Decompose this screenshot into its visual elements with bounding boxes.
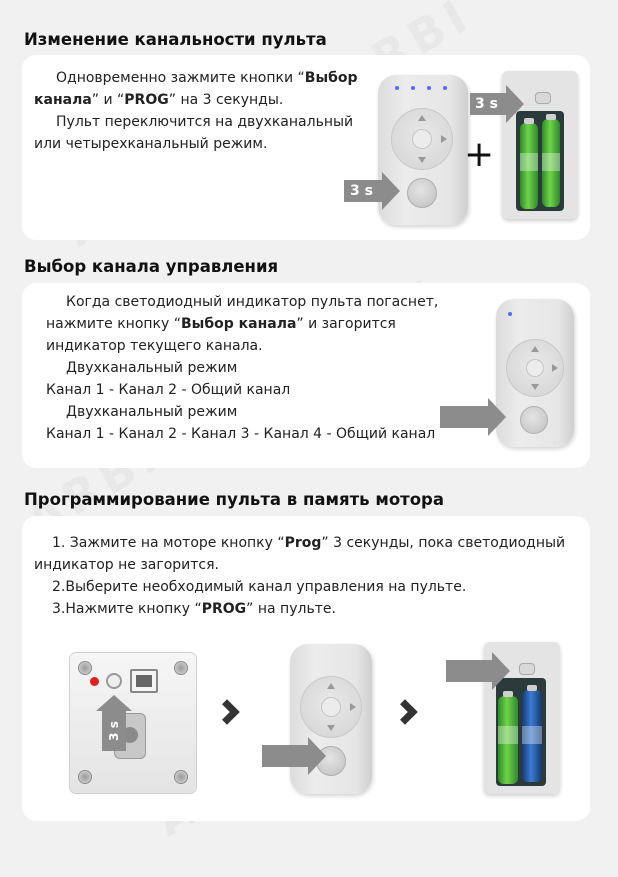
battery xyxy=(542,119,560,207)
up-arrow-icon xyxy=(327,683,335,689)
up-arrow-icon xyxy=(418,115,426,121)
plus-icon: + xyxy=(464,134,495,175)
led-indicator xyxy=(411,86,415,90)
prog-button[interactable] xyxy=(106,673,122,689)
down-arrow-icon xyxy=(418,157,426,163)
arrow-head-icon xyxy=(506,85,524,123)
screw-icon xyxy=(175,771,187,783)
stop-button[interactable] xyxy=(526,359,544,377)
press-arrow xyxy=(102,711,126,751)
instruction-text: Одновременно зажмите кнопки “Выбор канала” и “PROG” на 3 секунды. Пульт переключится на двухканальный или четырехканальный режим. xyxy=(34,70,358,152)
card-channel-mode xyxy=(22,55,590,240)
down-arrow-icon xyxy=(531,384,539,390)
prog-button[interactable] xyxy=(407,178,437,208)
right-arrow-icon xyxy=(441,135,447,143)
arrow-head-icon xyxy=(308,737,326,775)
channel-select-button[interactable] xyxy=(520,406,548,434)
led-indicator xyxy=(443,86,447,90)
arrow-head-icon xyxy=(96,695,132,711)
direction-pad[interactable] xyxy=(391,108,453,170)
screw-icon xyxy=(175,662,187,674)
card-motor-programming xyxy=(22,516,590,821)
card-channel-select xyxy=(22,283,590,468)
down-arrow-icon xyxy=(327,725,335,731)
section-title-motor-programming: Программирование пульта в память мотора xyxy=(24,490,445,509)
right-arrow-icon xyxy=(552,364,558,372)
remote-control xyxy=(496,299,574,447)
network-port xyxy=(130,669,158,693)
up-arrow-icon xyxy=(531,346,539,352)
arrow-head-icon xyxy=(488,398,506,436)
led-indicator xyxy=(427,86,431,90)
screw-icon xyxy=(79,771,91,783)
instruction-text: Когда светодиодный индикатор пульта погаснет, нажмите кнопку “Выбор канала” и загорится индикатор текущего канала. Двухканальный режим xyxy=(46,294,439,376)
mode-sequence-text: Канал 1 - Канал 2 - Общий канал Двухканальный режим Канал 1 - Канал 2 - Канал 3 - Канал 4 - Общий канал xyxy=(46,382,436,442)
led-indicator xyxy=(395,86,399,90)
led-indicator xyxy=(90,677,99,686)
press-arrow xyxy=(344,180,382,202)
instruction-text: 1. Зажмите на моторе кнопку “Prog” 3 секунды, пока светодиодный индикатор не загорится. 2.Выберите необходимый канал управления на пульте. 3.Нажмите кнопку “PROG” на пульте. xyxy=(34,535,566,617)
stop-button[interactable] xyxy=(412,129,432,149)
prog-button[interactable] xyxy=(520,664,534,674)
section-title-channel-select: Выбор канала управления xyxy=(24,257,279,276)
chevron-right-icon xyxy=(392,699,417,724)
press-arrow xyxy=(262,745,310,767)
right-arrow-icon xyxy=(350,703,356,711)
battery xyxy=(498,696,518,784)
duration-label: 3 s xyxy=(475,96,498,112)
press-arrow xyxy=(446,660,494,682)
press-arrow xyxy=(440,406,490,428)
direction-pad[interactable] xyxy=(300,676,362,738)
remote-control xyxy=(290,644,372,794)
duration-label: 3 s xyxy=(350,183,373,199)
battery xyxy=(522,690,542,782)
section-title-channel-mode: Изменение канальности пульта xyxy=(24,30,327,49)
screw-icon xyxy=(79,662,91,674)
battery xyxy=(520,123,538,209)
stop-button[interactable] xyxy=(321,697,341,717)
prog-button[interactable] xyxy=(536,93,550,103)
direction-pad[interactable] xyxy=(506,339,564,397)
motor-head xyxy=(70,653,196,793)
press-arrow xyxy=(470,93,506,115)
duration-label: 3 s xyxy=(106,721,121,741)
arrow-head-icon xyxy=(382,172,400,210)
chevron-right-icon xyxy=(214,699,239,724)
led-indicator xyxy=(508,312,512,316)
arrow-head-icon xyxy=(492,652,510,690)
